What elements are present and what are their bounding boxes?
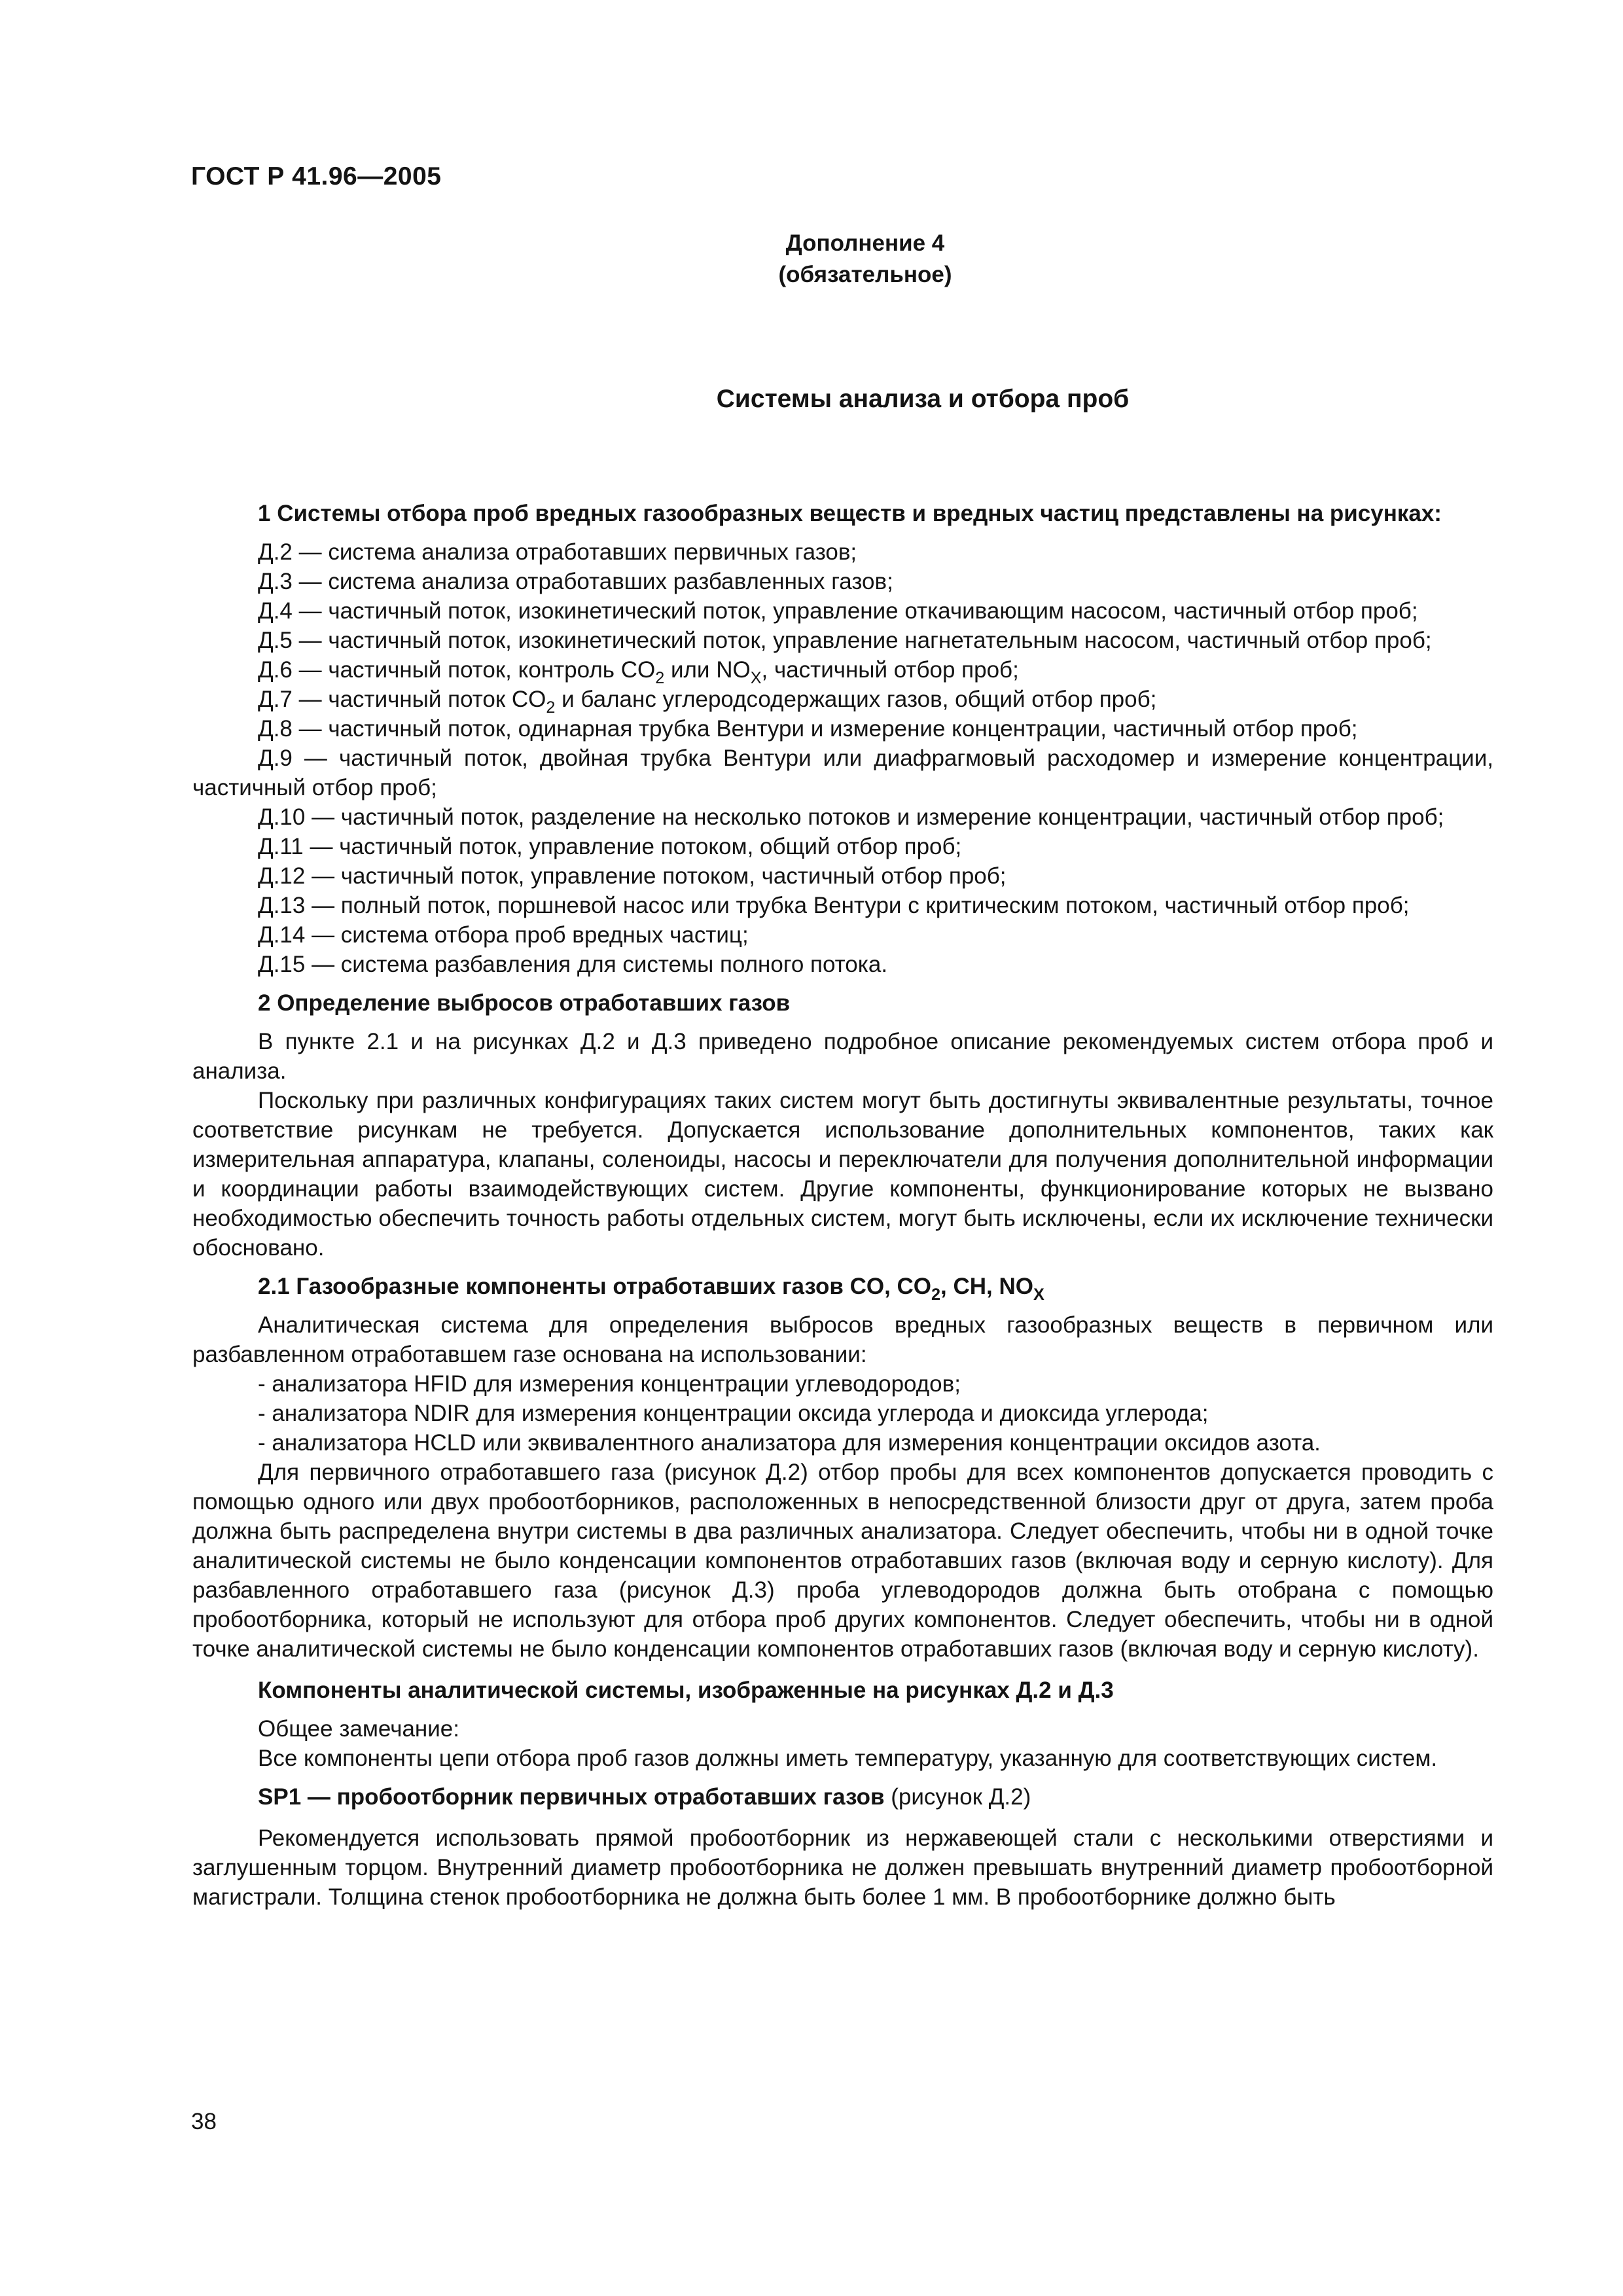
sp1-heading: SP1 — пробоотборник первичных отработавших газов (рисунок Д.2) <box>258 1784 1031 1810</box>
supplement-title: Дополнение 4 <box>785 230 945 256</box>
list-item-d8: Д.8 — частичный поток, одинарная трубка Вентури и измерение концентрации, частичный отбор проб; <box>258 716 1358 742</box>
list-item-d13: Д.13 — полный поток, поршневой насос или трубка Вентури с критическим потоком, частичный отбор проб; <box>258 893 1410 918</box>
analyzer-item-hfid: - анализатора HFID для измерения концентрации углеводородов; <box>258 1371 961 1397</box>
list-item-d6: Д.6 — частичный поток, контроль $CO_2$ или $NO_X$, частичный отбор проб; <box>258 657 1019 687</box>
paragraph-1-heading: 1 Системы отбора проб вредных газообразных веществ и вредных частиц представлены на рисунках: <box>258 501 1442 526</box>
document-header: ГОСТ Р 41.96—2005 <box>191 162 442 190</box>
document-body <box>192 499 1493 1912</box>
list-item-d9: Д.9 — частичный поток, двойная трубка Вентури или диафрагмовый расходомер и измерение концентрации, частичный отбор проб; <box>192 745 1493 800</box>
section-2-paragraph-1: В пункте 2.1 и на рисунках Д.2 и Д.3 приведено подробное описание рекомендуемых систем отбора проб и анализа. <box>192 1029 1493 1084</box>
page-number: 38 <box>191 2109 217 2134</box>
analyzer-item-hcld: - анализатора HCLD или эквивалентного анализатора для измерения концентрации оксидов азота. <box>258 1430 1321 1456</box>
supplement-status: (обязательное) <box>778 262 952 287</box>
analyzer-item-ndir: - анализатора NDIR для измерения концентрации оксида углерода и диоксида углерода; <box>258 1401 1209 1426</box>
list-item-d4: Д.4 — частичный поток, изокинетический поток, управление откачивающим насосом, частичный отбор проб; <box>258 598 1418 624</box>
list-item-d15: Д.15 — система разбавления для системы полного потока. <box>258 952 888 977</box>
list-item-d10: Д.10 — частичный поток, разделение на несколько потоков и измерение концентрации, частичный отбор проб; <box>258 804 1444 830</box>
section-2-paragraph-2: Поскольку при различных конфигурациях таких систем могут быть достигнуты эквивалентные результаты, точное соответствие рисункам не требуется. Допускается использование дополнительных компонентов, таких как измерительная аппаратура, клапаны, соленоиды, насосы и переключатели для получения дополнительной информации и координации работы взаимодействующих систем. Другие компоненты, функционирование которых не вызвано необходимостью обеспечить точность работы отдельных систем, могут быть исключены, если их исключение технически обосновано. <box>192 1088 1493 1261</box>
components-heading: Компоненты аналитической системы, изображенные на рисунках Д.2 и Д.3 <box>258 1677 1114 1703</box>
list-item-d3: Д.3 — система анализа отработавших разбавленных газов; <box>258 569 893 594</box>
general-note-text: Все компоненты цепи отбора проб газов должны иметь температуру, указанную для соответствующих систем. <box>258 1746 1438 1771</box>
sp1-text: Рекомендуется использовать прямой пробоотборник из нержавеющей стали с несколькими отверстиями и заглушенным торцом. Внутренний диаметр пробоотборника не должен превышать внутренний диаметр пробоотборной магистрали. Толщина стенок пробоотборника не должна быть более 1 мм. В пробоотборнике должно быть <box>192 1825 1493 1910</box>
list-item-d2: Д.2 — система анализа отработавших первичных газов; <box>258 539 857 565</box>
list-item-d11: Д.11 — частичный поток, управление потоком, общий отбор проб; <box>258 834 962 859</box>
section-title: Системы анализа и отбора проб <box>716 385 1130 413</box>
supplement-block <box>715 228 1016 291</box>
list-item-d12: Д.12 — частичный поток, управление потоком, частичный отбор проб; <box>258 863 1007 889</box>
list-item-d5: Д.5 — частичный поток, изокинетический поток, управление нагнетательным насосом, частичный отбор проб; <box>258 628 1432 653</box>
section-2-1-intro: Аналитическая система для определения выбросов вредных газообразных веществ в первичном или разбавленном отработавшем газе основана на использовании: <box>192 1312 1493 1367</box>
list-item-d7: Д.7 — частичный поток $CO_2$ и баланс углеродсодержащих газов, общий отбор проб; <box>258 687 1157 717</box>
section-2-heading: 2 Определение выбросов отработавших газов <box>258 990 791 1016</box>
section-2-1-paragraph: Для первичного отработавшего газа (рисунок Д.2) отбор пробы для всех компонентов допускается проводить с помощью одного или двух пробоотборников, расположенных в непосредственной близости друг от друга, затем проба должна быть распределена внутри системы в два различных анализатора. Следует обеспечить, чтобы ни в одной точке аналитической системы не было конденсации компонентов отработавших газов (включая воду и серную кислоту). Для разбавленного отработавшего газа (рисунок Д.3) проба углеводородов должна быть отобрана с помощью пробоотборника, который не используют для отбора проб других компонентов. Следует обеспечить, чтобы ни в одной точке аналитической системы не было конденсации компонентов отработавших газов (включая воду и серную кислоту). <box>192 1460 1493 1662</box>
section-2-1-heading: 2.1 Газообразные компоненты отработавших газов CO, $CO_2$, CH, $NO_X$ <box>258 1274 1044 1304</box>
list-item-d14: Д.14 — система отбора проб вредных частиц; <box>258 922 749 948</box>
general-note-label: Общее замечание: <box>258 1716 459 1742</box>
